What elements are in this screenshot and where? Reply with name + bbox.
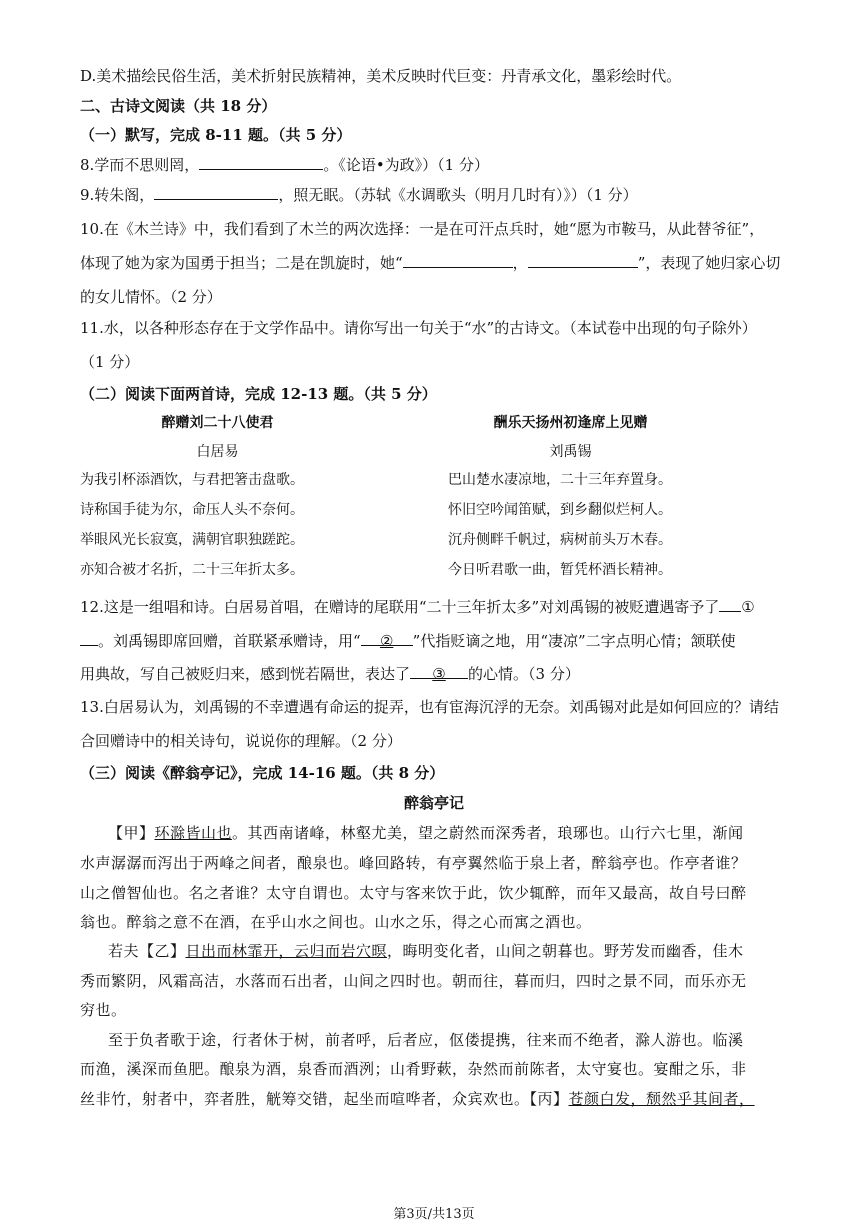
essay-line: 水声潺潺而泻出于两峰之间者，酿泉也。峰回路转，有亭翼然临于泉上者，醉翁亭也。作亭者谁？ [80,854,747,872]
q9-suffix: ，照无眠。（苏轼《水调歌头（明月几时有）》）（1 分） [278,186,638,204]
subsection-3-heading: （三）阅读《醉翁亭记》，完成 14-16 题。（共 8 分） [80,764,445,782]
essay-text: 若夫【乙】 [108,942,186,960]
essay-line [108,940,828,962]
poem-1-author: 白居易 [196,444,239,460]
question-12-line-3 [80,663,828,685]
essay-line: 秀而繁阴，风霜高洁，水落而石出者，山间之四时也。朝而往，暮而归，四时之景不同，而乐亦无 [80,972,747,990]
essay-line: 山之僧智仙也。名之者谁？太守自谓也。太守与客来饮于此，饮少辄醉，而年又最高，故自号曰醉 [80,884,747,902]
q8-suffix: 。《论语•为政》）（1 分） [323,156,489,174]
essay-line: 翁也。醉翁之意不在酒，在乎山水之间也。山水之乐，得之心而寓之酒也。 [80,913,592,931]
q10-text-a: 体现了她为家为国勇于担当；二是在凯旋时，她“ [80,254,403,272]
poem-2-line: 沉舟侧畔千帆过，病树前头万木春。 [448,532,672,548]
essay-text: 丝非竹，射者中，弈者胜，觥筹交错，起坐而喧哗者，众宾欢也。【丙】 [80,1090,569,1108]
poem-1-line: 亦知合被才名折，二十三年折太多。 [80,562,304,578]
poem-1-title: 醉赠刘二十八使君 [161,415,274,431]
subsection-2-heading: （二）阅读下面两首诗，完成 12-13 题。（共 5 分） [80,385,437,403]
poem-1 [80,412,420,581]
q12-text-e: 的心情。（3 分） [468,665,580,683]
essay-title: 醉翁亭记 [403,794,464,812]
essay-text: 。其西南诸峰，林壑尤美，望之蔚然而深秀者，琅琊也。山行六七里，渐闻 [232,824,744,842]
poem-2-title: 酬乐天扬州初逢席上见赠 [493,415,648,431]
essay-underlined-text: 苍颜白发，颓然乎其间者， [568,1090,755,1108]
q12-text-c: ”代指贬谪之地，用“凄凉”二字点明心情；颔联使 [412,632,736,650]
question-11-line-1: 11.水，以各种形态存在于文学作品中。请你写出一句关于“水”的古诗文。（本试卷中出现的句子除外） [80,319,757,337]
essay-line: 至于负者歌于途，行者休于树，前者呼，后者应，伛偻提携，往来而不绝者，滁人游也。临溪 [108,1031,744,1049]
q8-answer-blank[interactable] [199,154,323,170]
essay-underlined-text: 日出而林霏开，云归而岩穴暝 [185,942,388,960]
q9-answer-blank[interactable] [154,184,278,200]
q12-text-d: 用典故，写自己被贬归来，感到恍若隔世，表达了 [80,665,411,683]
essay-underlined-text: 环滁皆山也 [154,824,233,842]
question-11-line-2: （1 分） [80,353,140,371]
q8-prefix: 8.学而不思则罔， [80,156,200,174]
option-d-text: D.美术描绘民俗生活，美术折射民族精神，美术反映时代巨变：丹青承文化，墨彩绘时代。 [80,67,682,85]
question-9 [80,184,828,206]
poem-2-line: 巴山楚水凄凉地，二十三年弃置身。 [448,472,672,488]
poem-2-author: 刘禹锡 [549,444,592,460]
poem-1-line: 为我引杯添酒饮，与君把箸击盘歌。 [80,472,304,488]
poem-1-line: 举眼风光长寂寞，满朝官职独蹉跎。 [80,532,304,548]
poem-2-line: 今日听君歌一曲，暂凭杯酒长精神。 [448,562,672,578]
q12-blank-1b[interactable] [80,630,98,646]
q10-comma: ， [512,254,528,272]
poem-1-line: 诗称国手徒为尔，命压人头不奈何。 [80,502,304,518]
essay-text: 【甲】 [108,824,155,842]
question-12-line-1 [80,596,828,618]
question-13-line-2: 合回赠诗中的相关诗句，说说你的理解。（2 分） [80,732,402,750]
q12-blank-2[interactable]: ② [361,630,413,646]
q12-blank-1a[interactable] [719,596,741,612]
essay-line [108,822,828,844]
question-8 [80,154,828,176]
q12-blank-3[interactable]: ③ [410,663,468,679]
q10-answer-blank-1[interactable] [403,252,513,268]
essay-line [80,1088,828,1110]
page-footer: 第3页/共13页 [393,1207,475,1222]
q10-text-b: ”，表现了她归家心切 [637,254,781,272]
essay-line: 而渔，溪深而鱼肥。酿泉为酒，泉香而酒洌；山肴野蔌，杂然而前陈者，太守宴也。宴酣之乐，非 [80,1060,747,1078]
question-10-line-1: 10.在《木兰诗》中，我们看到了木兰的两次选择：一是在可汗点兵时，她“愿为市鞍马，从此替爷征”， [80,220,765,238]
essay-text: ，晦明变化者，山间之朝暮也。野芳发而幽香，佳木 [387,942,744,960]
section-2-heading: 二、古诗文阅读（共 18 分） [80,97,277,115]
question-13-line-1: 13.白居易认为，刘禹锡的不幸遭遇有命运的捉弄，也有宦海沉浮的无奈。刘禹锡对此是如何回应的？请结 [80,698,779,716]
essay-line: 穷也。 [80,1001,127,1019]
q9-prefix: 9.转朱阁， [80,186,155,204]
question-12-line-2 [80,630,828,652]
q12-text-a: 12.这是一组唱和诗。白居易首唱，在赠诗的尾联用“二十三年折太多”对刘禹锡的被贬遭遇寄予了 [80,598,720,616]
q12-text-b: 。刘禹锡即席回赠，首联紧承赠诗，用“ [98,632,361,650]
q10-answer-blank-2[interactable] [528,252,638,268]
poem-2 [448,412,828,581]
q12-marker-1: ① [741,598,755,616]
question-10-line-3: 的女儿情怀。（2 分） [80,288,222,306]
question-10-line-2 [80,252,828,274]
subsection-1-heading: （一）默写，完成 8-11 题。（共 5 分） [80,126,352,144]
poem-2-line: 怀旧空吟闻笛赋，到乡翻似烂柯人。 [448,502,672,518]
